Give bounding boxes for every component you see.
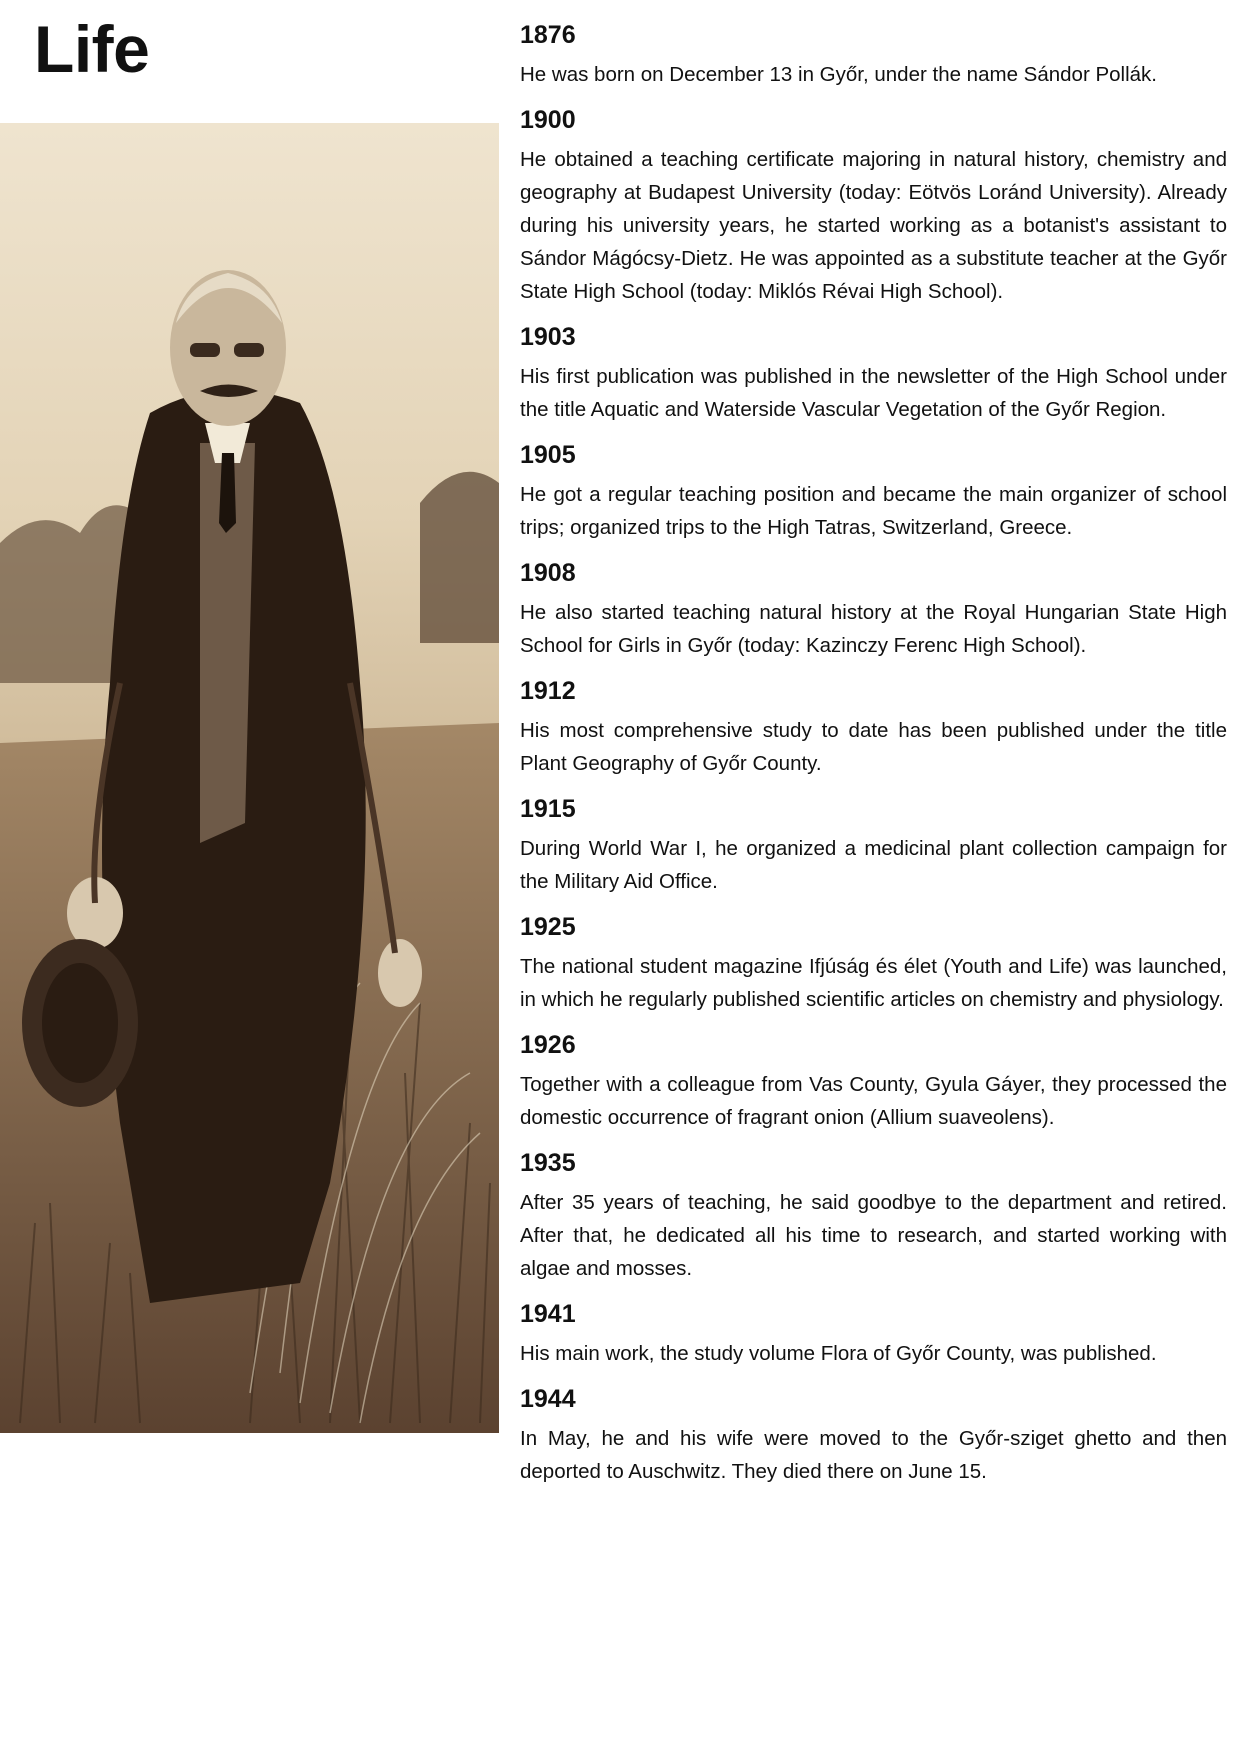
portrait-photo <box>0 123 499 1433</box>
entry-year: 1905 <box>520 441 576 469</box>
entry-text: In May, he and his wife were moved to the Győr-sziget ghetto and then deported to Auschwitz. They died there on June 15. <box>520 1427 1227 1483</box>
timeline-entry <box>520 674 1227 780</box>
timeline-entry <box>520 1028 1227 1134</box>
entry-year: 1876 <box>520 21 576 49</box>
timeline-entry <box>520 103 1227 308</box>
timeline-entry <box>520 1382 1227 1488</box>
timeline-entry <box>520 910 1227 1016</box>
timeline-entry <box>520 1297 1227 1370</box>
entry-text: The national student magazine Ifjúság és élet (Youth and Life) was launched, in which he regularly published scientific articles on chemistry and physiology. <box>520 955 1227 1011</box>
entry-text: His main work, the study volume Flora of Győr County, was published. <box>520 1342 1157 1365</box>
entry-text: He also started teaching natural history at the Royal Hungarian State High School for Girls in Győr (today: Kazinczy Ferenc High School). <box>520 601 1227 657</box>
entry-text: He obtained a teaching certificate majoring in natural history, chemistry and geography at Budapest University (today: Eötvös Loránd University). Already during his university years, he started working as a botanist's assistant to Sándor Mágócsy-Dietz. He was appointed as a substitute teacher at the Győr State High School (today: Miklós Révai High School). <box>520 148 1227 303</box>
entry-year: 1944 <box>520 1385 576 1413</box>
entry-year: 1903 <box>520 323 576 351</box>
timeline-entry <box>520 438 1227 544</box>
entry-text: He was born on December 13 in Győr, under the name Sándor Pollák. <box>520 63 1157 86</box>
entry-year: 1941 <box>520 1300 576 1328</box>
entry-year: 1935 <box>520 1149 576 1177</box>
page-title: Life <box>34 12 150 86</box>
entry-year: 1912 <box>520 677 576 705</box>
entry-text: Together with a colleague from Vas County, Gyula Gáyer, they processed the domestic occurrence of fragrant onion (Allium suaveolens). <box>520 1073 1227 1129</box>
entry-text: His first publication was published in the newsletter of the High School under the title Aquatic and Waterside Vascular Vegetation of the Győr Region. <box>520 365 1227 421</box>
entry-year: 1915 <box>520 795 576 823</box>
timeline-entry <box>520 556 1227 662</box>
entry-text: During World War I, he organized a medicinal plant collection campaign for the Military Aid Office. <box>520 837 1227 893</box>
timeline-entry <box>520 792 1227 898</box>
entry-year: 1900 <box>520 106 576 134</box>
entry-text: After 35 years of teaching, he said goodbye to the department and retired. After that, he dedicated all his time to research, and started working with algae and mosses. <box>520 1191 1227 1280</box>
entry-year: 1925 <box>520 913 576 941</box>
timeline-entry <box>520 1146 1227 1285</box>
entry-year: 1908 <box>520 559 576 587</box>
timeline-entry <box>520 18 1227 91</box>
entry-text: His most comprehensive study to date has been published under the title Plant Geography of Győr County. <box>520 719 1227 775</box>
timeline-entry <box>520 320 1227 426</box>
entry-year: 1926 <box>520 1031 576 1059</box>
timeline <box>520 18 1227 1500</box>
entry-text: He got a regular teaching position and became the main organizer of school trips; organized trips to the High Tatras, Switzerland, Greece. <box>520 483 1227 539</box>
